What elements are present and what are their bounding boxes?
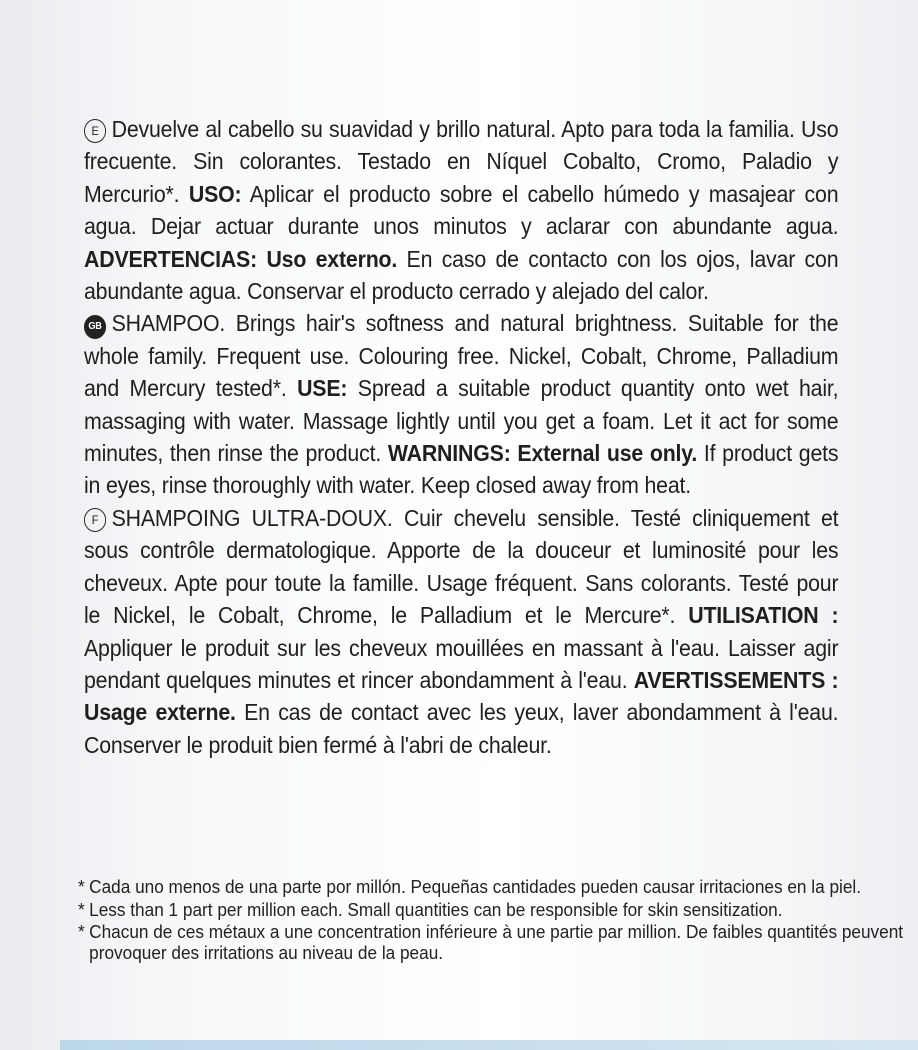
- footnotes: [78, 877, 915, 965]
- spanish-warnings-heading: ADVERTENCIAS: Uso externo.: [84, 245, 398, 272]
- footnote-english: [78, 900, 915, 921]
- french-text-2: Appliquer le produit sur les cheveux mouillées en massant à l'eau. Laisser agir pendant quelques minutes et rincer abondamment à l'eau.: [84, 634, 839, 693]
- label-text-block: [84, 113, 838, 761]
- footnote-spanish: [78, 877, 915, 898]
- footnote-asterisk: *: [78, 921, 85, 942]
- gb-language-icon: GB: [84, 315, 106, 339]
- french-warnings-heading: AVERTISSEMENTS : Usage externe.: [84, 666, 839, 726]
- french-use-heading: UTILISATION :: [688, 602, 839, 629]
- footnote-asterisk: *: [78, 876, 85, 897]
- footnote-text: Cada uno menos de una parte por millón. Pequeñas cantidades pueden causar irritaciones en la piel.: [89, 876, 862, 897]
- english-text-1: SHAMPOO. Brings hair's softness and natural brightness. Suitable for the whole family. Frequent use. Colouring free. Nickel, Cobalt, Chrome, Palladium and Mercury tested*.: [84, 310, 839, 402]
- label-bottom-band: [60, 1040, 918, 1050]
- spanish-text-1: Devuelve al cabello su suavidad y brillo natural. Apto para toda la familia. Uso frecuente. Sin colorantes. Testado en Níquel Cobalto, Cromo, Paladio y Mercurio*.: [84, 116, 839, 207]
- french-text-1: SHAMPOING ULTRA-DOUX. Cuir chevelu sensible. Testé cliniquement et sous contrôle dermatologique. Apporte de la douceur et luminosité pour les cheveux. Apte pour toute la famille. Usage fréquent. Sans colorants. Testé pour le Nickel, le Cobalt, Chrome, le Palladium et le Mercure*.: [84, 504, 839, 629]
- english-warnings-heading: WARNINGS: External use only.: [387, 440, 698, 467]
- spanish-paragraph: [84, 113, 838, 307]
- english-paragraph: [84, 307, 838, 501]
- footnote-text: Less than 1 part per million each. Small quantities can be responsible for skin sensitization.: [89, 898, 783, 920]
- spanish-text-2: Aplicar el producto sobre el cabello húmedo y masajear con agua. Dejar actuar durante unos minutos y aclarar con abundante agua.: [84, 180, 839, 240]
- france-language-icon: F: [84, 508, 106, 532]
- spanish-use-heading: USO:: [188, 180, 242, 207]
- footnote-text: Chacun de ces métaux a une concentration inférieure à une partie par million. De faibles quantités peuvent provoquer des irritations au niveau de la peau.: [89, 921, 904, 963]
- spanish-text-3: En caso de contacto con los ojos, lavar con abundante agua. Conservar el producto cerrado y alejado del calor.: [84, 245, 839, 305]
- footnote-french: [78, 922, 915, 963]
- spain-language-icon: E: [84, 119, 106, 143]
- english-text-3: If product gets in eyes, rinse thoroughly with water. Keep closed away from heat.: [84, 440, 839, 499]
- french-text-3: En cas de contact avec les yeux, laver abondamment à l'eau. Conserver le produit bien fermé à l'abri de chaleur.: [84, 699, 839, 758]
- footnote-asterisk: *: [78, 898, 85, 920]
- english-text-2: Spread a suitable product quantity onto wet hair, massaging with water. Massage lightly until you get a foam. Let it act for some minutes, then rinse the product.: [84, 375, 839, 467]
- english-use-heading: USE:: [297, 375, 348, 402]
- french-paragraph: [84, 502, 838, 761]
